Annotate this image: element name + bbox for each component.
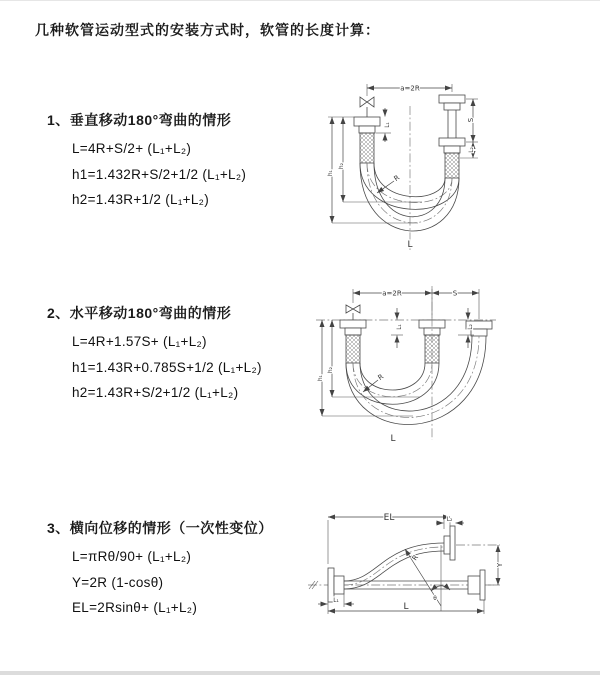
scan-edge-top	[0, 0, 600, 1]
dim-label-s: S	[467, 117, 475, 123]
dim-label-r: R	[376, 372, 386, 383]
dim-label-l2: L₂	[446, 517, 453, 523]
section-vertical-movement	[47, 110, 246, 213]
hose-arc	[374, 163, 445, 197]
formula-line: L=πRθ/90+ (L₁+L₂)	[72, 549, 192, 564]
section-heading: 3、横向位移的情形（一次性变位）	[47, 520, 273, 536]
hose-braid	[360, 133, 374, 163]
dim-label-l-total: L	[403, 602, 409, 612]
dim-label-h2: h₂	[339, 163, 345, 169]
dim-label-a2r: a=2R	[382, 289, 402, 298]
formula-line: h2=1.43R+S/2+1/2 (L₁+L₂)	[72, 385, 239, 400]
dim-label-s: S	[452, 289, 458, 298]
dim-label-l1: L₁	[333, 598, 339, 604]
formula-group	[72, 136, 246, 213]
hose-curve	[344, 543, 444, 581]
section-heading: 2、水平移动180°弯曲的情形	[47, 305, 232, 321]
scan-edge-bottom	[0, 671, 600, 675]
diagram-vertical-180-bend-svg	[310, 70, 580, 265]
hose-braid	[445, 153, 459, 178]
dim-label-el: EL	[383, 513, 395, 523]
section-heading: 1、垂直移动180°弯曲的情形	[47, 112, 232, 128]
dim-label-l2: L₂	[468, 324, 474, 330]
dim-label-l-total: L	[407, 240, 413, 250]
page-title: 几种软管运动型式的安装方式时，软管的长度计算：	[35, 22, 380, 38]
dim-label-theta: θ	[433, 596, 437, 602]
formula-group	[72, 544, 273, 621]
formula-group	[72, 329, 262, 406]
formula-line: L=4R+1.57S+ (L₁+L₂)	[72, 334, 207, 349]
hose-braid	[346, 335, 360, 363]
dim-label-l1: L₁	[385, 122, 391, 128]
diagram-lateral-displacement	[298, 498, 593, 653]
diagram-lateral-displacement-svg	[298, 498, 593, 653]
formula-line: L=4R+S/2+ (L₁+L₂)	[72, 141, 192, 156]
formula-line: h1=1.43R+0.785S+1/2 (L₁+L₂)	[72, 359, 262, 375]
formula-line: Y=2R (1-cosθ)	[72, 574, 164, 590]
hose-arc	[360, 363, 425, 390]
formula-line: h1=1.432R+S/2+1/2 (L₁+L₂)	[72, 166, 247, 182]
diagram-horizontal-180-bend	[308, 278, 593, 458]
formula-line: EL=2Rsinθ+ (L₁+L₂)	[72, 600, 198, 615]
diagram-vertical-180-bend	[310, 70, 580, 265]
valve-icon	[360, 97, 374, 117]
valve-icon	[346, 305, 360, 320]
dim-label-l2: L₂	[469, 147, 475, 153]
dim-label-h2: h₂	[328, 367, 334, 373]
diagram-horizontal-180-bend-svg	[308, 278, 593, 458]
formula-line: h2=1.43R+1/2 (L₁+L₂)	[72, 192, 210, 207]
dim-label-h1: h₁	[318, 375, 324, 381]
dim-label-h1: h₁	[328, 170, 334, 176]
section-horizontal-movement	[47, 303, 262, 406]
dim-label-y: Y	[496, 562, 504, 568]
section-lateral-displacement	[47, 518, 273, 621]
dim-label-a2r: a=2R	[400, 84, 420, 93]
dim-label-r: R	[392, 173, 402, 184]
dim-label-l-total: L	[390, 434, 396, 444]
dim-label-l1: L₁	[397, 324, 403, 330]
dim-label-r: R	[410, 553, 421, 563]
